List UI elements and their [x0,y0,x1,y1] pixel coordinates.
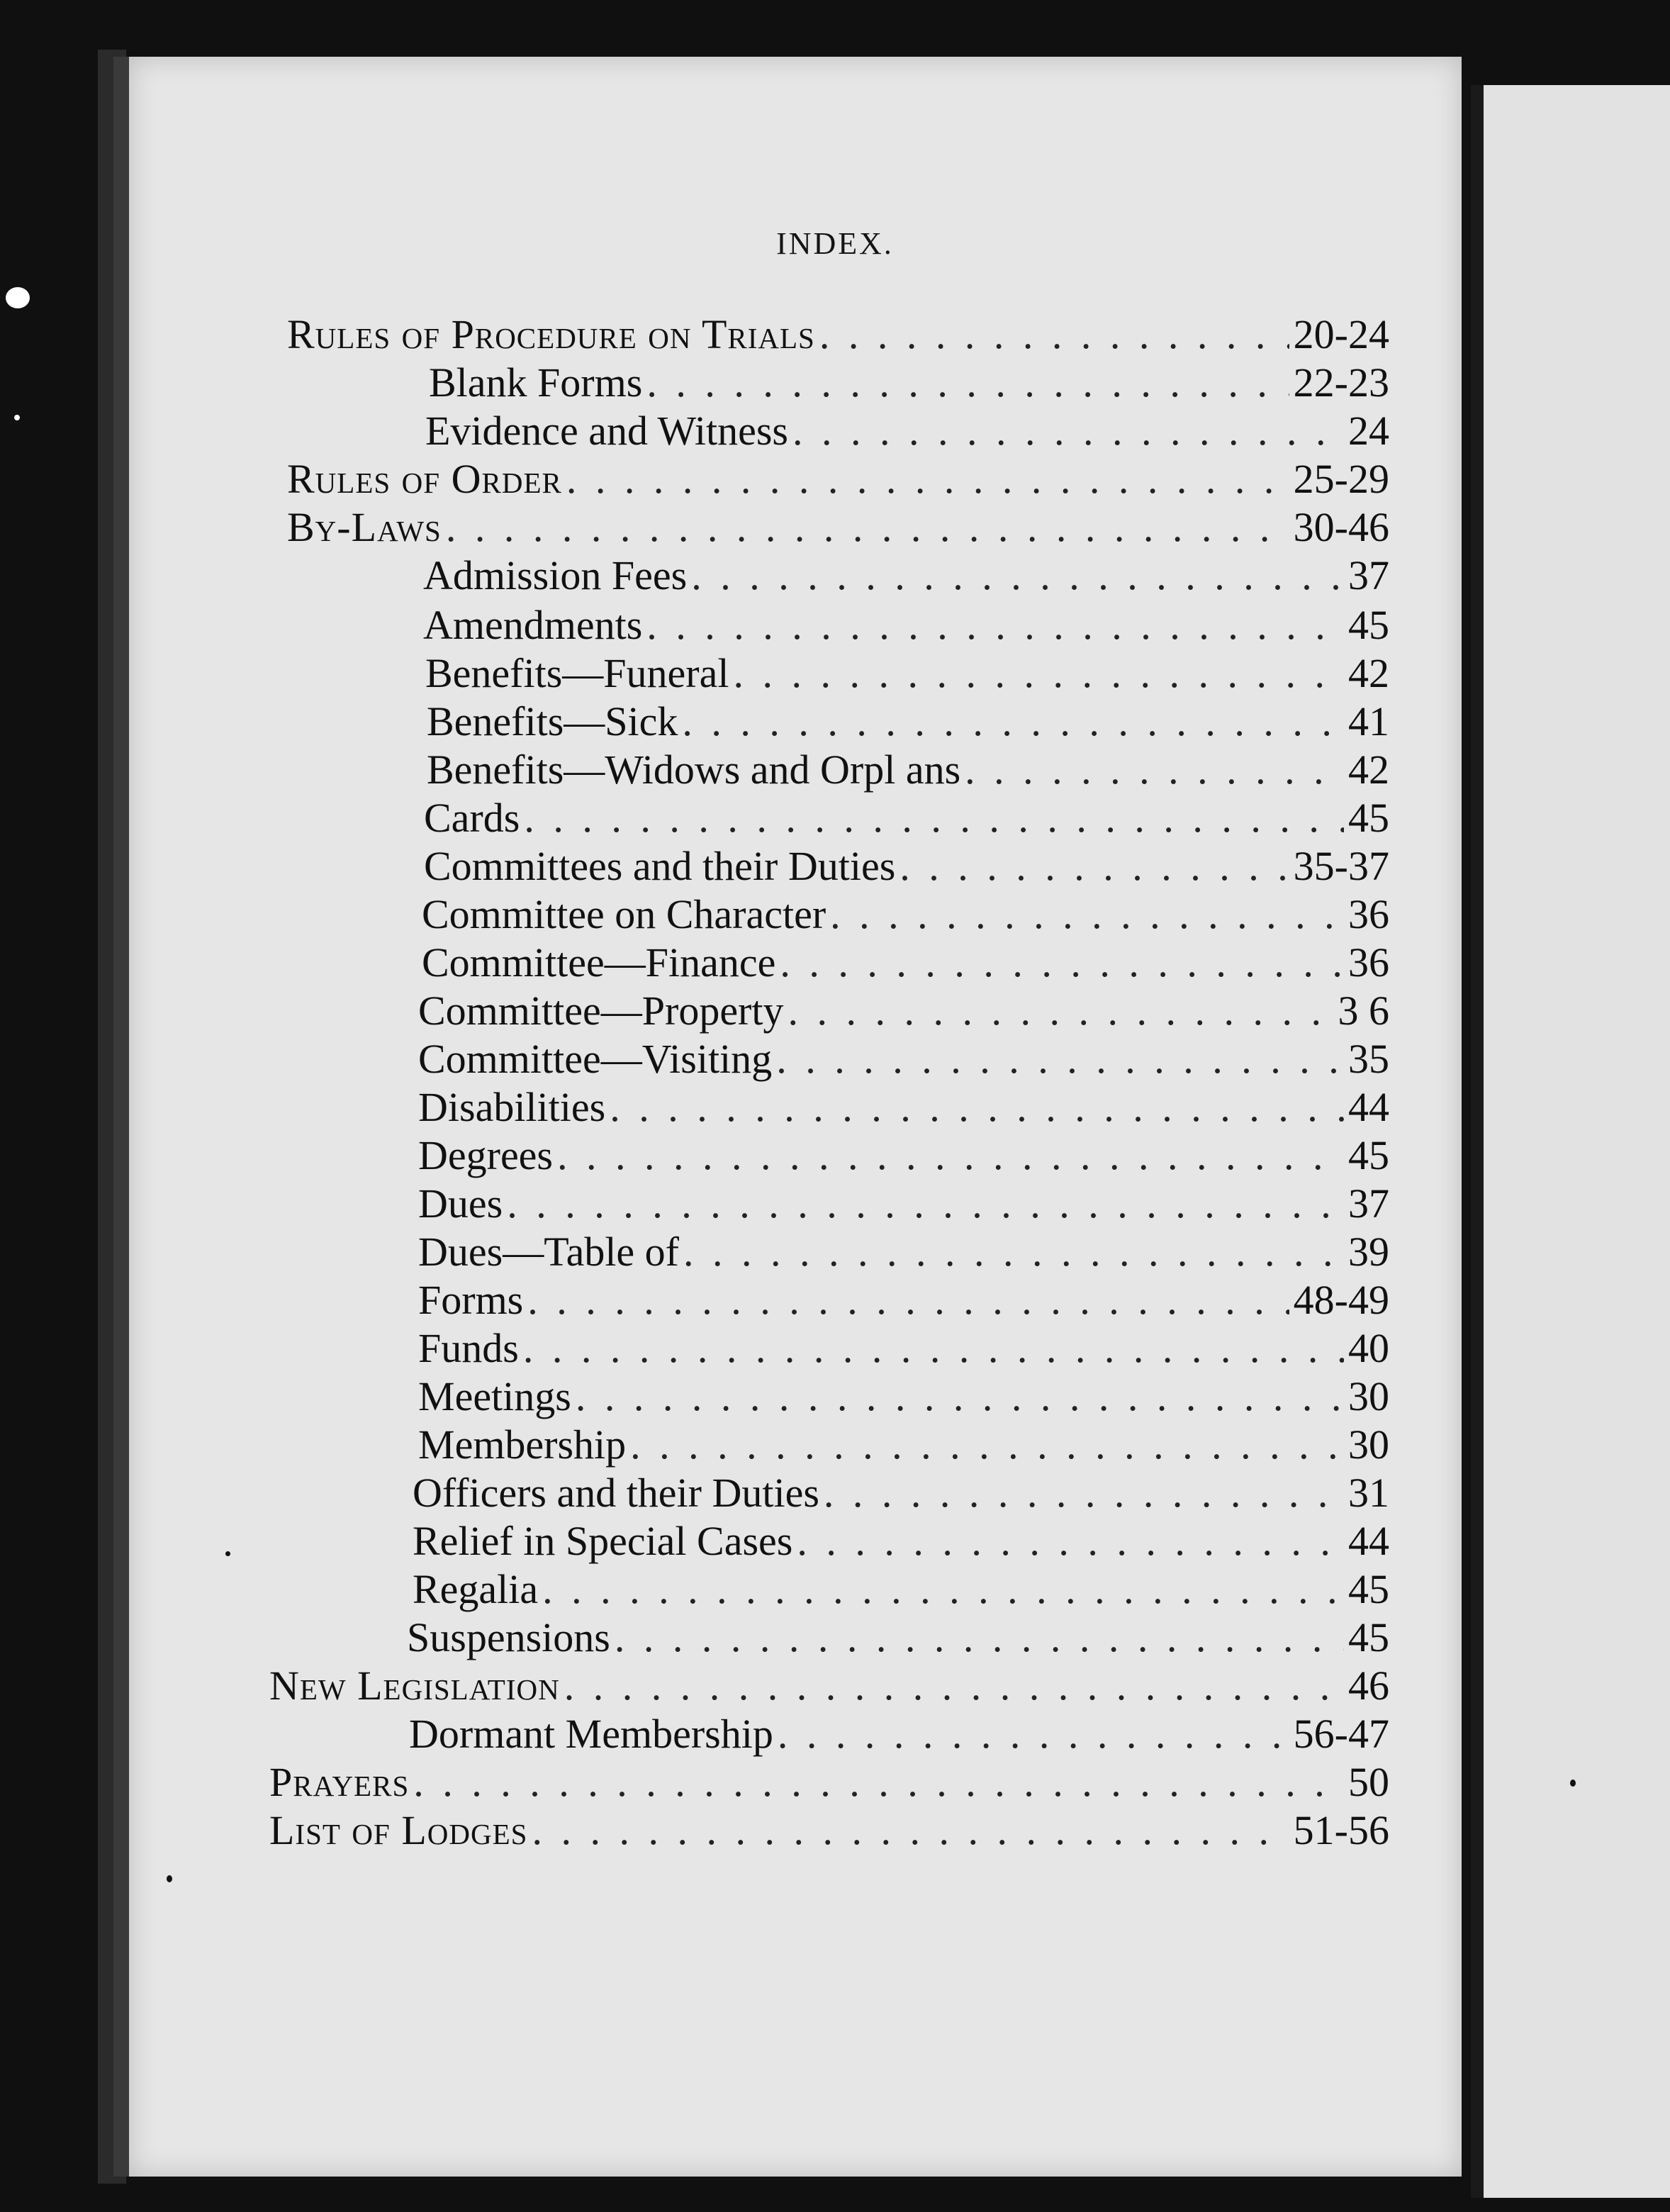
dot-leader [507,1180,1344,1227]
index-entry [413,1517,1389,1564]
scan-speck [225,1551,230,1556]
dot-leader [830,890,1344,938]
index-entry-page: 36 [1348,891,1389,937]
dot-leader [683,1228,1344,1275]
index-entry-label: Prayers [269,1759,410,1805]
dot-leader [527,1276,1289,1324]
index-entry-label: Committee—Finance [422,939,776,985]
index-entry-label: Regalia [413,1566,539,1612]
index-entry-page: 20-24 [1293,311,1389,357]
index-entry-page: 40 [1348,1325,1389,1371]
dot-leader [523,1324,1344,1372]
index-entry [425,407,1389,454]
dot-leader [965,746,1344,793]
index-entry [423,552,1389,598]
index-entry-page: 35 [1348,1036,1389,1082]
index-entry [418,1324,1389,1371]
dot-leader [691,552,1344,599]
dot-leader [797,1517,1344,1565]
index-entry-label: Evidence and Witness [425,408,789,454]
index-entry [425,649,1389,696]
dot-leader [413,1758,1344,1806]
index-entry-label: Committee on Character [422,891,826,937]
dot-leader [566,455,1289,503]
index-entry-label: Rules of Order [287,456,562,502]
dot-leader [733,649,1344,697]
dot-leader [524,794,1344,842]
index-entry [269,1662,1389,1709]
index-entry-label: Cards [424,795,520,841]
index-entry-label: Suspensions [407,1614,610,1660]
index-entry-label: Committees and their Duties [424,843,896,889]
index-entry-page: 56-47 [1293,1711,1389,1757]
dot-leader [682,698,1344,745]
index-entry [269,1758,1389,1805]
index-entry-label: Committee—Visiting [418,1036,773,1082]
index-entry-page: 46 [1348,1663,1389,1709]
index-entry-page: 25-29 [1293,456,1389,502]
index-entry [418,987,1389,1034]
index-entry [418,1180,1389,1227]
dot-leader [778,1710,1289,1758]
index-entry [287,455,1389,502]
dot-leader [615,1614,1344,1661]
index-entry [287,311,1389,357]
index-entry-page: 31 [1348,1470,1389,1516]
index-entry-page: 45 [1348,1566,1389,1612]
index-entry-label: Degrees [418,1132,554,1178]
index-entry-label: Dues—Table of [418,1229,679,1275]
index-entry-label: Disabilities [418,1084,606,1130]
index-entry [287,503,1389,550]
index-entry-page: 50 [1348,1759,1389,1805]
index-entry-label: Officers and their Duties [413,1470,819,1516]
index-entry-page: 41 [1348,698,1389,744]
index-entry [418,1421,1389,1468]
dot-leader [630,1421,1344,1468]
dot-leader [776,1035,1344,1083]
index-entry-page: 45 [1348,795,1389,841]
dot-leader [532,1806,1289,1854]
index-entry [423,601,1389,648]
index-entry-page: 30 [1348,1373,1389,1419]
index-entry-page: 22-23 [1293,359,1389,406]
index-entry-page: 30-46 [1293,504,1389,550]
index-title: INDEX. [776,226,894,261]
index-entry-page: 36 [1348,939,1389,985]
index-entry-label: Benefits—Sick [427,698,678,744]
index-entry-label: Forms [418,1277,524,1323]
dot-leader [900,842,1289,890]
index-entry [418,1083,1389,1130]
index-entry [424,842,1389,889]
index-entry [418,1035,1389,1082]
index-entry-page: 42 [1348,650,1389,696]
dot-leader [646,359,1289,406]
dot-leader [788,987,1334,1034]
index-entry-label: Benefits—Widows and Orpl ans [427,747,961,793]
index-entry-label: Blank Forms [429,359,643,406]
index-entry-page: 45 [1348,1132,1389,1178]
scan-speck [1570,1780,1576,1787]
index-entry [422,939,1389,985]
index-entry [418,1373,1389,1419]
dot-leader [576,1373,1344,1420]
index-entry-page: 44 [1348,1084,1389,1130]
index-entry-label: Committee—Property [418,988,784,1034]
index-entry-label: Amendments [423,602,643,648]
index-entry [424,794,1389,841]
index-entry-page: 45 [1348,1614,1389,1660]
dot-leader [824,1469,1344,1516]
dot-leader [780,939,1344,986]
dot-leader [446,503,1289,551]
index-entry-page: 37 [1348,552,1389,598]
dot-leader [557,1132,1344,1179]
index-entry [427,746,1389,793]
scan-speck [6,287,30,308]
index-entry [418,1276,1389,1323]
index-entry-page: 45 [1348,602,1389,648]
index-entry-label: Meetings [418,1373,571,1419]
index-entry-page: 48-49 [1293,1277,1389,1323]
index-entry-label: Funds [418,1325,519,1371]
index-entry-label: Dormant Membership [409,1711,773,1757]
index-entry [427,698,1389,744]
index-entry-page: 42 [1348,747,1389,793]
index-entry-label: Dues [418,1180,503,1227]
index-entry-page: 24 [1348,408,1389,454]
index-entry-page: 35-37 [1293,843,1389,889]
index-entry-page: 30 [1348,1421,1389,1468]
index-entry [413,1469,1389,1516]
index-entry-page: 39 [1348,1229,1389,1275]
index-entry-label: Relief in Special Cases [413,1518,793,1564]
index-entry-label: Rules of Procedure on Trials [287,311,815,357]
adjacent-page-edge [1471,85,1670,2198]
index-entry [418,1228,1389,1275]
index-entry [269,1806,1389,1853]
index-entry-label: New Legislation [269,1663,560,1709]
dot-leader [542,1565,1344,1613]
dot-leader [819,311,1289,358]
index-entry-label: Membership [418,1421,627,1468]
index-entry-page: 3 6 [1338,988,1389,1034]
index-entry [429,359,1389,406]
dot-leader [564,1662,1344,1709]
dot-leader [792,407,1344,454]
index-entry [407,1614,1389,1660]
index-entry [413,1565,1389,1612]
index-entry-page: 44 [1348,1518,1389,1564]
scan-speck [167,1875,172,1882]
index-entry-label: By-Laws [287,504,442,550]
index-entry-label: List of Lodges [269,1807,528,1853]
index-entry [409,1710,1389,1757]
index-entry [422,890,1389,937]
scan-speck [14,415,20,420]
dot-leader [610,1083,1344,1131]
index-entry-label: Benefits—Funeral [425,650,729,696]
index-entry-page: 51-56 [1293,1807,1389,1853]
index-entry-label: Admission Fees [423,552,688,598]
index-entry-page: 37 [1348,1180,1389,1227]
dot-leader [646,601,1344,649]
index-entry [418,1132,1389,1178]
